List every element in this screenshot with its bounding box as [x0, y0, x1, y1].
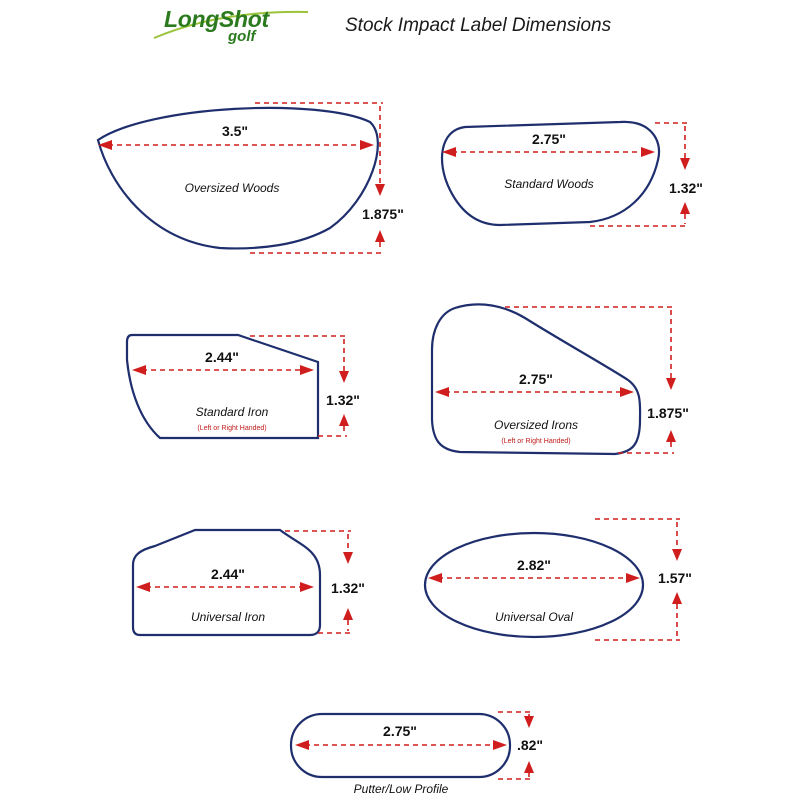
universal-iron-name: Universal Iron: [190, 610, 266, 624]
arrowhead: [524, 761, 534, 773]
arrowhead: [428, 573, 442, 583]
universal-oval-name: Universal Oval: [494, 610, 574, 624]
universal-iron-width: 2.44": [211, 566, 245, 582]
page-title: Stock Impact Label Dimensions: [345, 15, 612, 36]
universal-iron-height: 1.32": [331, 580, 365, 596]
label-putter-low-profile: [291, 712, 543, 796]
arrowhead: [343, 552, 353, 564]
standard-iron-name: Standard Iron: [195, 405, 269, 419]
oversized-irons-name: Oversized Irons: [493, 418, 579, 432]
oversized-woods-name: Oversized Woods: [184, 181, 280, 195]
oversized-woods-width: 3.5": [221, 123, 249, 139]
logo-subtext: golf: [228, 28, 256, 45]
arrowhead: [524, 716, 534, 728]
oversized-irons-height: 1.875": [647, 405, 689, 421]
arrowhead: [626, 573, 640, 583]
standard-woods-name: Standard Woods: [504, 177, 594, 191]
arrowhead: [493, 740, 507, 750]
label-standard-woods: [442, 122, 703, 226]
universal-oval-width: 2.82": [517, 557, 551, 573]
arrowhead: [680, 202, 690, 214]
arrowhead: [136, 582, 150, 592]
putter-name: Putter/Low Profile: [353, 782, 449, 796]
arrowhead: [300, 365, 314, 375]
arrowhead: [375, 184, 385, 196]
arrowhead: [343, 608, 353, 620]
arrowhead: [680, 158, 690, 170]
label-standard-iron: [127, 335, 360, 438]
putter-height: .82": [516, 737, 544, 753]
arrowhead: [641, 147, 655, 157]
logo-text: LongShot: [164, 6, 269, 32]
universal-oval-height: 1.57": [658, 570, 692, 586]
arrowhead: [132, 365, 146, 375]
label-oversized-irons: [432, 304, 689, 454]
label-universal-oval: [425, 519, 692, 640]
arrowhead: [300, 582, 314, 592]
arrowhead: [666, 430, 676, 442]
standard-iron-note: (Left or Right Handed): [197, 425, 267, 432]
oversized-irons-width: 2.75": [519, 371, 553, 387]
arrowhead: [435, 387, 449, 397]
standard-iron-width: 2.44": [205, 349, 239, 365]
arrowhead: [666, 378, 676, 390]
putter-width: 2.75": [383, 723, 417, 739]
arrowhead: [295, 740, 309, 750]
arrowhead: [672, 549, 682, 561]
arrowhead: [339, 414, 349, 426]
arrowhead: [620, 387, 634, 397]
label-oversized-woods: [98, 103, 404, 253]
standard-iron-height: 1.32": [326, 392, 360, 408]
standard-woods-height: 1.32": [669, 180, 703, 196]
arrowhead: [339, 371, 349, 383]
arrowhead: [360, 140, 374, 150]
arrowhead: [375, 230, 385, 242]
oversized-woods-height: 1.875": [362, 206, 404, 222]
label-universal-iron: [133, 530, 365, 635]
arrowhead: [672, 592, 682, 604]
oversized-irons-note: (Left or Right Handed): [501, 438, 571, 445]
standard-woods-width: 2.75": [532, 131, 566, 147]
